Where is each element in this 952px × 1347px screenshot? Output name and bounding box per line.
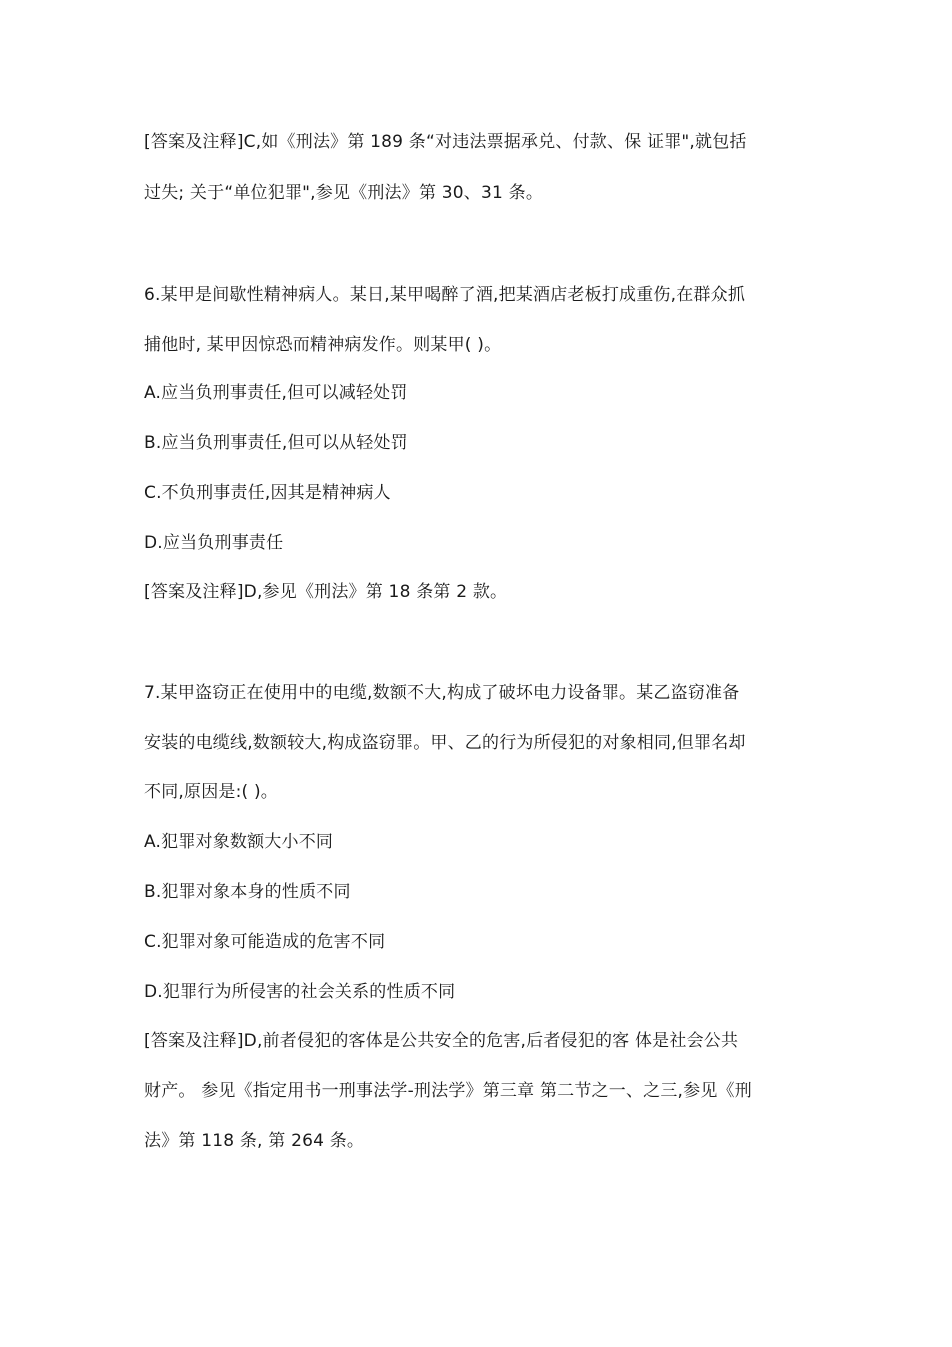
answer-note-line: 过失; 关于“单位犯罪",参见《刑法》第 30、31 条。 <box>144 183 544 203</box>
question-7-option-c: C.犯罪对象可能造成的危害不同 <box>144 932 386 952</box>
question-7-stem-line: 不同,原因是:( )。 <box>144 782 278 802</box>
question-7-stem-line: 安装的电缆线,数额较大,构成盗窃罪。甲、乙的行为所侵犯的对象相同,但罪名却 <box>144 733 746 753</box>
answer-note-line: [答案及注释]C,如《刑法》第 189 条“对违法票据承兑、付款、保 证罪",就包括 <box>144 132 747 152</box>
question-6-answer: [答案及注释]D,参见《刑法》第 18 条第 2 款。 <box>144 582 508 602</box>
question-7-answer-line: [答案及注释]D,前者侵犯的客体是公共安全的危害,后者侵犯的客 体是社会公共 <box>144 1031 739 1051</box>
question-6-option-d: D.应当负刑事责任 <box>144 533 284 553</box>
question-7-answer-line: 法》第 118 条, 第 264 条。 <box>144 1131 365 1151</box>
question-7-answer-line: 财产。 参见《指定用书一刑事法学-刑法学》第三章 第二节之一、之三,参见《刑 <box>144 1081 752 1101</box>
question-6-stem-line: 捕他时, 某甲因惊恐而精神病发作。则某甲( )。 <box>144 335 502 355</box>
question-7-option-a: A.犯罪对象数额大小不同 <box>144 832 334 852</box>
question-6-stem-line: 6.某甲是间歇性精神病人。某日,某甲喝醉了酒,把某酒店老板打成重伤,在群众抓 <box>144 285 746 305</box>
question-7-option-d: D.犯罪行为所侵害的社会关系的性质不同 <box>144 982 456 1002</box>
question-7-option-b: B.犯罪对象本身的性质不同 <box>144 882 351 902</box>
question-6-option-b: B.应当负刑事责任,但可以从轻处罚 <box>144 433 408 453</box>
question-6-option-a: A.应当负刑事责任,但可以减轻处罚 <box>144 383 408 403</box>
question-7-stem-line: 7.某甲盗窃正在使用中的电缆,数额不大,构成了破坏电力设备罪。某乙盗窃准备 <box>144 683 740 703</box>
question-6-option-c: C.不负刑事责任,因其是精神病人 <box>144 483 391 503</box>
